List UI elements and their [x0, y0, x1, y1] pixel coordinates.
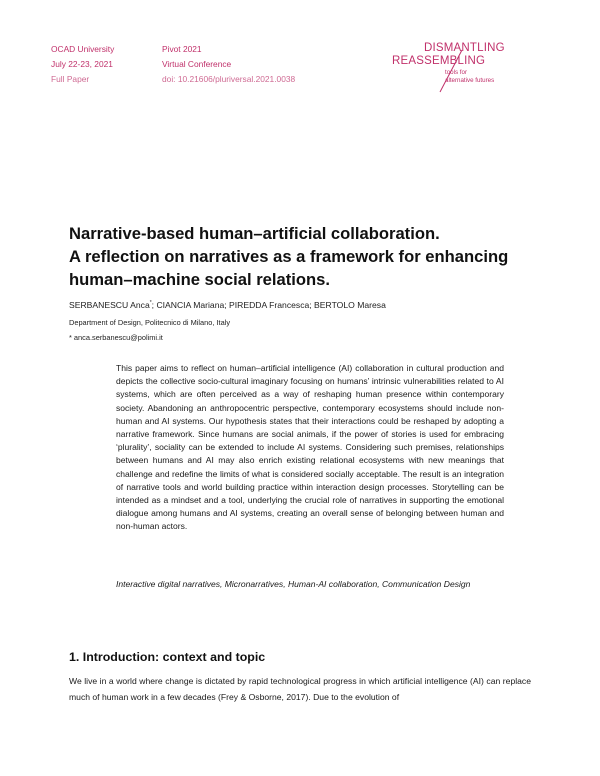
- logo-line-1: DISMANTLING: [424, 42, 505, 54]
- title-line-3: human–machine social relations.: [69, 270, 330, 289]
- logo-tagline-2: alternative futures: [445, 77, 495, 84]
- affiliation: Department of Design, Politecnico di Milano, Italy: [69, 318, 231, 327]
- title-line-2: A reflection on narratives as a framework for enhancing: [69, 247, 509, 266]
- corresponding-email: * anca.serbanescu@polimi.it: [69, 333, 163, 342]
- logo-line-2: REASSEMBLING: [392, 55, 486, 67]
- intro-paragraph: We live in a world where change is dictated by rapid technological progress in which artificial intelligence (AI) can replace much of human work in a few decades (Frey & Osborne, 2017). Due to the evolution of: [69, 676, 531, 702]
- conference-logo: [392, 42, 542, 94]
- header-paper-type: Full Paper: [51, 74, 90, 84]
- logo-tagline-1: tools for: [445, 69, 468, 76]
- author-list: [69, 300, 386, 310]
- section-heading: 1. Introduction: context and topic: [69, 650, 266, 664]
- corresponding-mark: *: [149, 300, 152, 307]
- header-university: OCAD University: [51, 44, 115, 54]
- author-first: SERBANESCU Anca: [69, 300, 150, 310]
- paper-title: [69, 222, 539, 291]
- header-middle: [162, 42, 295, 87]
- abstract: This paper aims to reflect on human–artificial intelligence (AI) collaboration in cultural production and depicts the collective socio-cultural imaginary focusing on humans’ intrinsic vulnerabilities related to AI systems, which are often perceived as a way of reshaping human presence within contemporary society. Abandoning an anthropocentric perspective, contemporary ecosystems should include non-human and AI systems. Our hypothesis states that their interactions could be reshaped by adopting a narrative framework. Since humans are social animals, if the power of stories is used for embracing ‘plurality’, sociality can be extended to include AI systems. Considering such premises, relationships between humans and AI may also enrich existing relational ecosystems with new meanings that challenge and redefine the limits of what is considered socially acceptable. The result is an integration of narrative tools and world building practice within interaction design processes. Storytelling can be intended as a mindset and a tool, underlying the crucial role of narratives in supporting the emotional dialogue among humans and AI systems, creating an overall sense of belonging between human and non-human actors.: [116, 363, 504, 532]
- header-left: [51, 42, 114, 87]
- title-line-1: Narrative-based human–artificial collaboration.: [69, 224, 440, 243]
- header-conference: Pivot 2021: [162, 44, 202, 54]
- logo-tagline: [445, 69, 494, 85]
- author-others: ; CIANCIA Mariana; PIREDDA Francesca; BERTOLO Maresa: [151, 300, 386, 310]
- header-dates: July 22-23, 2021: [51, 59, 113, 69]
- keywords: Interactive digital narratives, Micronarratives, Human-AI collaboration, Communication Design: [116, 579, 471, 589]
- header-format: Virtual Conference: [162, 59, 232, 69]
- header-doi: doi: 10.21606/pluriversal.2021.0038: [162, 74, 296, 84]
